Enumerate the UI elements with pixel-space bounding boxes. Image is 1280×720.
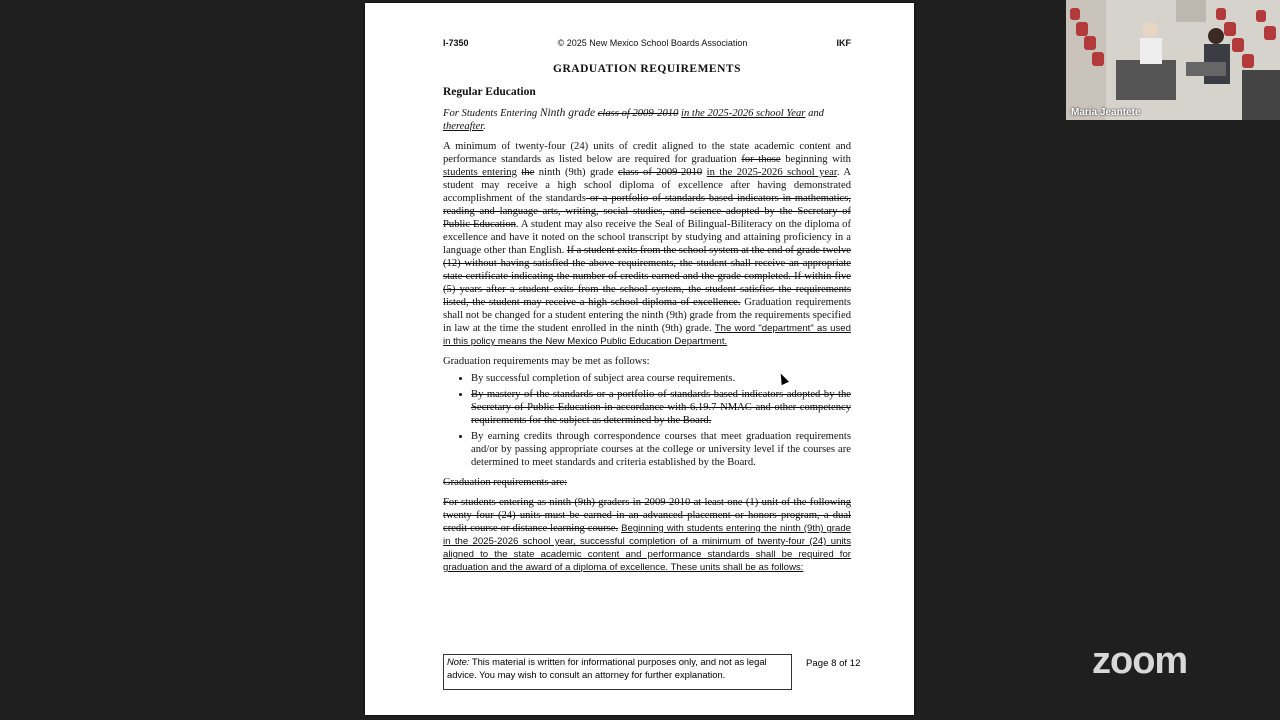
document-title: GRADUATION REQUIREMENTS bbox=[553, 63, 741, 75]
copyright: © 2025 New Mexico School Boards Association bbox=[557, 38, 748, 48]
policy-code: I-7350 bbox=[443, 38, 469, 48]
list-item: • By mastery of the standards or a portfolio of standards based indicators adopted by the Secretary of Public Education in accordance with 6.19.7 NMAC and other competency requirements for the subject as determined by the Board. bbox=[471, 388, 851, 427]
shared-document-page bbox=[365, 3, 914, 715]
page-number: Page 8 of 12 bbox=[806, 658, 861, 669]
document-header bbox=[443, 37, 851, 50]
paragraph-requirements: A minimum of twenty-four (24) units of credit aligned to the state academic content and performance standards as listed below are required for graduation for those beginning with students entering the ninth (9th) grade class of 2009-2010 in the 2025-2026 school year. A student may receive a high school diploma of excellence after having demonstrated accomplishment of the standards or a portfolio of standards based indicators in mathematics, reading and language arts, writing, social studies, and science adopted by the Secretary of Public Education. A student may also receive the Seal of Bilingual-Biliteracy on the diploma of excellence and have it noted on the school transcript by studying and attaining proficiency in a language other than English. If a student exits from the school system at the end of grade twelve (12) without having satisfied the above requirements, the student shall receive an appropriate state certificate indicating the number of credits earned and the grade completed. If within five (5) years after a student exits from the school system, the student satisfies the requirements listed, the student may receive a high school diploma of excellence. Graduation requirements shall not be changed for a student entering the ninth (9th) grade from the requirements specified in law at the time the student enrolled in the ninth (9th) grade. The word "department" as used in this policy means the New Mexico Public Education Department. bbox=[443, 141, 852, 347]
section-heading: Regular Education bbox=[443, 86, 536, 98]
list-item: • By successful completion of subject area course requirements. bbox=[471, 372, 851, 385]
zoom-logo: zoom bbox=[1092, 640, 1188, 682]
video-feed bbox=[1066, 0, 1280, 120]
list-item: • By earning credits through correspondence courses that meet graduation requirements and/or by passing appropriate courses at the college or university level if the courses are determined to meet standards and criteria established by the Board. bbox=[471, 430, 851, 469]
document-body bbox=[443, 37, 851, 574]
participant-name: Maria Jeantete bbox=[1071, 107, 1141, 118]
struck-heading: Graduation requirements are: bbox=[443, 477, 568, 488]
participant-video-tile[interactable] bbox=[1066, 0, 1280, 120]
paragraph-units: For students entering as ninth (9th) graders in 2009-2010 at least one (1) unit of the following twenty four (24) units must be earned in an advanced placement or honors program, a dual credit course or distance learning course. Beginning with students entering the ninth (9th) grade in the 2025-2026 school year, successful completion of a minimum of twenty-four (24) units aligned to the state academic content and performance standards shall be required for graduation and the award of a diploma of excellence. These units shall be as follows: bbox=[443, 497, 851, 573]
requirements-list bbox=[443, 372, 851, 469]
intro-line: For Students Entering Ninth grade class of 2009-2010 in the 2025-2026 school Year and thereafter. bbox=[443, 107, 824, 132]
disclaimer-note: Note: This material is written for informational purposes only, and not as legal advice. You may wish to consult an attorney for further explanation. bbox=[443, 654, 792, 690]
policy-index: IKF bbox=[836, 38, 851, 48]
paragraph-met-as-follows: Graduation requirements may be met as follows: bbox=[443, 356, 650, 367]
